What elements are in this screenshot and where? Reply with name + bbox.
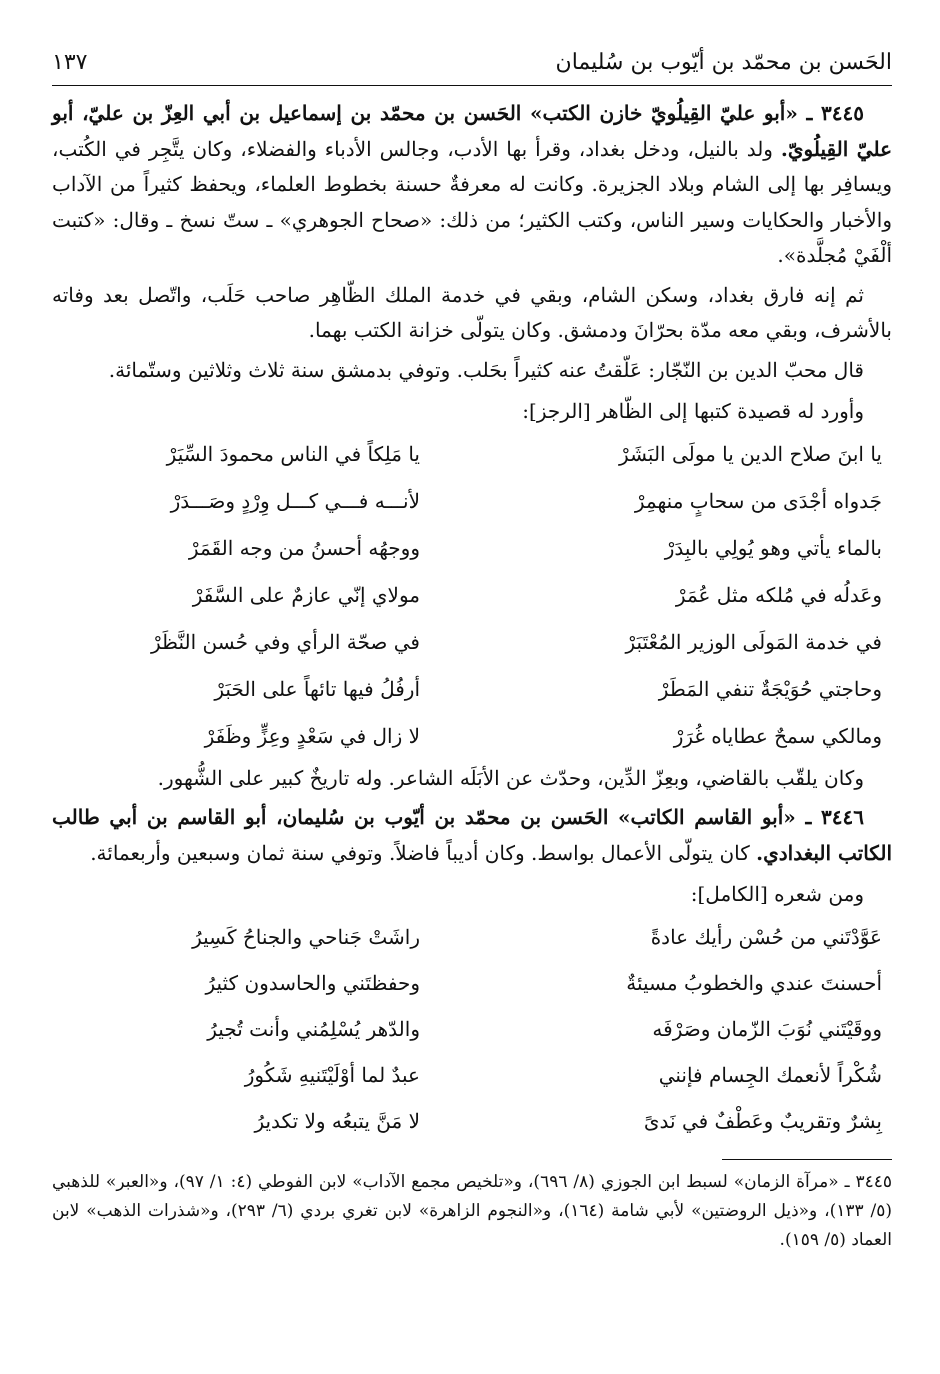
verse-second-hemistich: والدّهر يُسْلِمُني وأنت تُجيرُ — [207, 1016, 420, 1041]
verse-first-hemistich: ووقَيْتَني نُوَبَ الزّمان وصَرْفَه — [652, 1016, 882, 1041]
poem-verse — [52, 479, 892, 526]
verse-second-hemistich: في صحّة الرأي وفي حُسن النَّظَرْ — [151, 630, 420, 655]
poem-verse — [52, 432, 892, 479]
entry-3445-text: ولد بالنيل، ودخل بغداد، وقرأ بها الأدب، وجالس الأدباء والفضلاء، وكان يتَّجِر في الكُتب، ويسافِر بها إلى الشام وبلاد الجزيرة. وكانت له معرفةٌ حسنة بخطوط العلماء، ويحفظ كثيراً من الآداب والأخبار والحكايات وسير الناس، وكتب الكثير؛ من ذلك: «صحاح الجوهري» ـ ستّ نسخ ـ وقال: «كتبت ألْفَيْ مُجلَّدة». — [52, 136, 892, 267]
verse-first-hemistich: بالماء يأتي وهو يُولِي بالبِدَرْ — [664, 536, 882, 561]
entry-3445-closing: وكان يلقّب بالقاضي، وبعِزّ الدِّين، وحدّث عن الأبَلَه الشاعر. وله تاريخٌ كبير على الشُّهور. — [157, 765, 864, 790]
poem-verse — [52, 714, 892, 761]
running-title: الحَسن بن محمّد بن أيّوب بن سُليمان — [555, 50, 892, 75]
verse-second-hemistich: أرفُلُ فيها تائهاً على الحَبَرْ — [214, 677, 420, 702]
entry-3445-heading: ٣٤٤٥ ـ «أبو عليّ القِيلُويّ خازن الكتب» الحَسن بن محمّد بن إسماعيل بن أبي العِزّ بن عليّ، أبو عليّ القِيلُويّ. — [52, 101, 892, 161]
poem-verse — [52, 915, 892, 961]
verse-first-hemistich: في خدمة المَولَى الوزير المُعْتَبَرْ — [625, 630, 882, 655]
entry-3446 — [52, 800, 892, 1145]
poem-verse — [52, 961, 892, 1007]
verse-first-hemistich: يا ابنَ صلاح الدين يا مولَى البَشَرْ — [619, 442, 882, 467]
verse-second-hemistich: يا مَلِكاً في الناس محمودَ السِّيَرْ — [166, 442, 420, 467]
verse-first-hemistich: ومالكي سمحٌ عطاياه غُرَرْ — [673, 724, 882, 749]
entry-3446-poem — [52, 915, 892, 1145]
poem-verse — [52, 1053, 892, 1099]
verse-second-hemistich: لا زال في سَعْدٍ وعِزٍّ وظَفَرْ — [204, 724, 420, 749]
poem-verse — [52, 667, 892, 714]
entry-3445-paragraph-1 — [52, 96, 892, 274]
book-page — [52, 50, 892, 1259]
poem-verse — [52, 573, 892, 620]
verse-second-hemistich: لأنـــه فـــي كـــل وِرْدٍ وصَـــدَرْ — [170, 489, 420, 514]
poem-verse — [52, 1007, 892, 1053]
entry-3445-poem — [52, 432, 892, 761]
verse-first-hemistich: وعَدلُه في مُلكه مثل عُمَرْ — [675, 583, 882, 608]
verse-second-hemistich: وحفظتَني والحاسدون كثيرُ — [205, 970, 420, 995]
page-header — [52, 50, 892, 86]
entry-3446-poem-intro: ومن شعره [الكامل]: — [690, 882, 864, 906]
entry-3446-paragraph-1 — [52, 800, 892, 871]
poem-verse — [52, 1099, 892, 1145]
verse-first-hemistich: أحسنتَ عندي والخطوبُ مسيئةٌ — [626, 970, 882, 995]
entry-3445-poem-intro: وأورد له قصيدة كتبها إلى الظّاهر [الرجز]: — [522, 399, 864, 423]
verse-second-hemistich: لا مَنَّ يتبعُه ولا تكديرُ — [254, 1108, 420, 1133]
footnote-divider — [722, 1159, 892, 1160]
poem-verse — [52, 620, 892, 667]
verse-first-hemistich: شُكْراً لأنعمك الجِسام فإنني — [658, 1062, 882, 1087]
entry-3446-text: كان يتولّى الأعمال بواسط. وكان أديباً فاضلاً. وتوفي سنة ثمان وسبعين وأربعمائة. — [90, 840, 757, 865]
verse-second-hemistich: ووجهُه أحسنُ من وجه القَمَرْ — [188, 536, 420, 561]
page-number: ١٣٧ — [52, 50, 88, 75]
verse-second-hemistich: راشَتْ جَناحي والجناحُ كَسِيرُ — [192, 924, 420, 949]
verse-second-hemistich: مولاي إنّي عازمٌ على السَّفَرْ — [192, 583, 420, 608]
entry-3445 — [52, 96, 892, 796]
footnote-3445: ٣٤٤٥ ـ «مرآة الزمان» لسبط ابن الجوزي (٨/ ٦٩٦)، و«تلخيص مجمع الآداب» لابن الفوطي (٤: ١/ ٩٧)، و«العبر» للذهبي (٥/ ١٣٣)، و«ذيل الروضتين» لأبي شامة (١٦٤)، و«النجوم الزاهرة» لابن تغري بردي (٦/ ٢٩٣)، و«شذرات الذهب» لابن العماد (٥/ ١٥٩). — [52, 1171, 893, 1250]
entry-3445-paragraph-2: ثم إنه فارق بغداد، وسكن الشام، وبقي في خدمة الملك الظّاهِر صاحب حَلَب، واتّصل بعد وفاته بالأشرف، وبقي معه مدّة بحرّانَ ودمشق. وكان يتولّى خزانة الكتب بهما. — [52, 282, 892, 342]
verse-first-hemistich: بِشرٌ وتقريبٌ وعَطْفٌ في نَدىً — [643, 1108, 882, 1133]
entry-3446-heading: ٣٤٤٦ ـ «أبو القاسم الكاتب» الحَسن بن محمّد بن أيّوب بن سُليمان، أبو القاسم بن أبي طالب الكاتب البغدادي. — [52, 805, 892, 865]
verse-first-hemistich: جَدواه أجْدَى من سحابٍ منهمِرْ — [634, 489, 882, 514]
poem-verse — [52, 526, 892, 573]
verse-first-hemistich: عَوَّدْتَني من حُسْن رأيك عادةً — [650, 924, 882, 949]
verse-first-hemistich: وحاجتي حُوَيْجَةٌ تنفي المَطَرْ — [658, 677, 882, 702]
footnotes — [52, 1168, 892, 1255]
entry-3445-paragraph-3: قال محبّ الدين بن النّجّار: عَلّقتُ عنه كثيراً بحَلب. وتوفي بدمشق سنة ثلاث وثلاثين وستّمائة. — [108, 357, 864, 382]
verse-second-hemistich: عبدٌ لما أوْلَيْتَنيهِ شَكُورُ — [244, 1062, 420, 1087]
